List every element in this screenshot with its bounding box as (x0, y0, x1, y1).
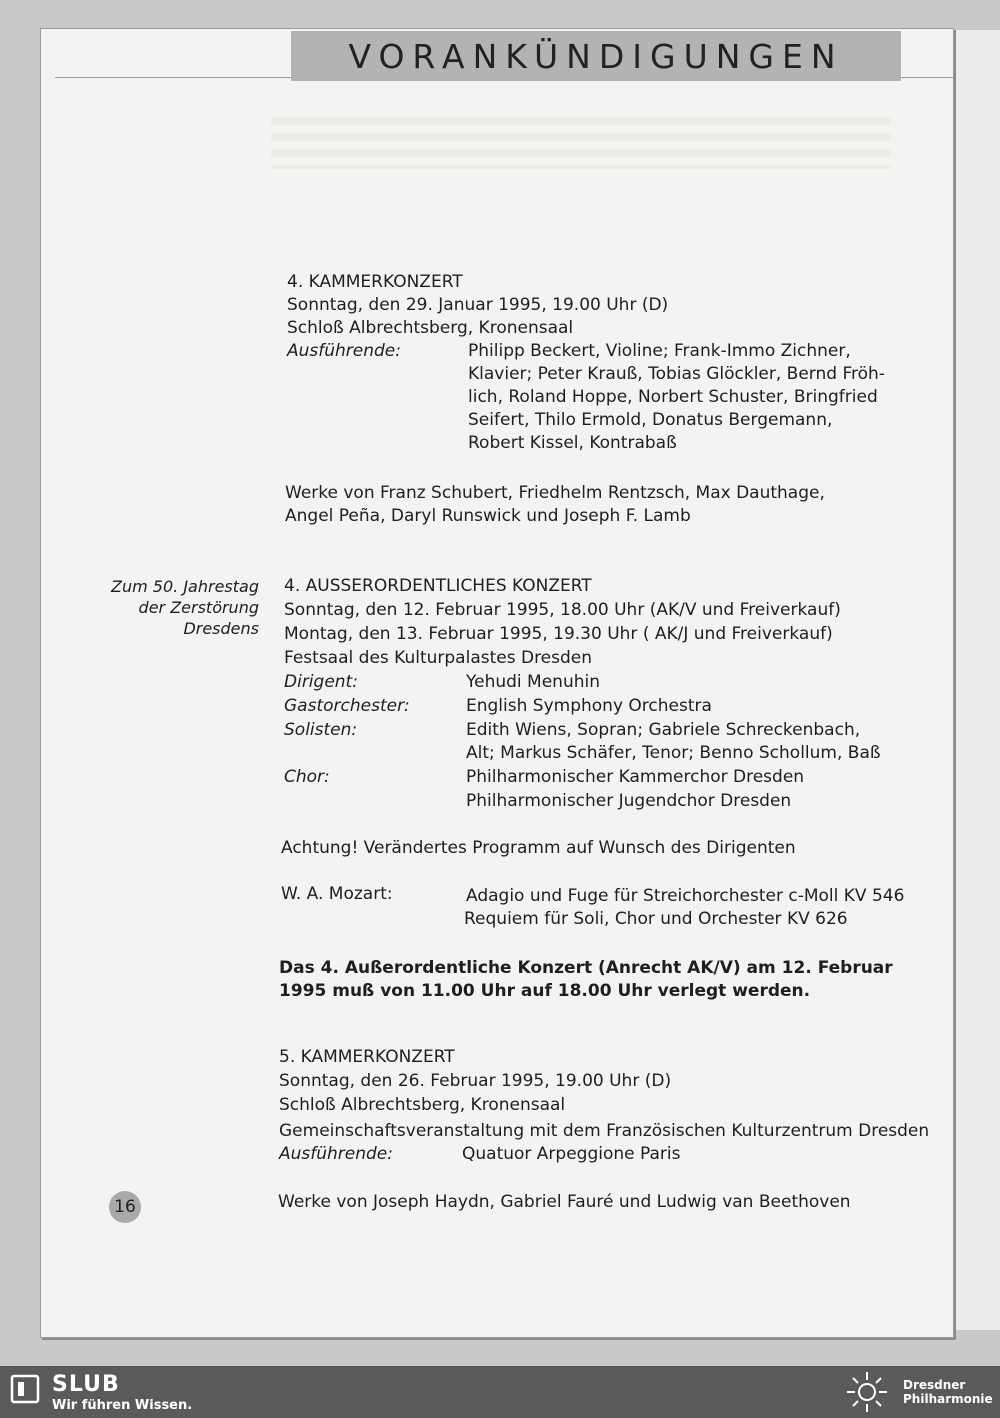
ak4-soloists-label: Solisten: (284, 720, 358, 740)
k4-works-line-2: Angel Peña, Daryl Runswick und Joseph F. Lamb (285, 506, 691, 526)
k4-venue: Schloß Albrechtsberg, Kronensaal (287, 318, 574, 338)
k4-performers-line-4: Seifert, Thilo Ermold, Donatus Bergemann, (468, 410, 833, 430)
slub-name: SLUB (52, 1372, 120, 1397)
k5-date: Sonntag, den 26. Februar 1995, 19.00 Uhr (D) (279, 1071, 672, 1091)
slub-logo-icon (10, 1374, 40, 1404)
k5-performers-label: Ausführende: (279, 1144, 393, 1164)
ak4-choir-line-1: Philharmonischer Kammerchor Dresden (466, 767, 805, 787)
partner-name-line: Dresdner (903, 1378, 966, 1392)
page-title: VORANKÜNDIGUNGEN (291, 31, 901, 81)
k5-cooperation: Gemeinschaftsveranstaltung mit dem Französischen Kulturzentrum Dresden (279, 1121, 930, 1141)
ak4-works-line-2: Requiem für Soli, Chor und Orchester KV 626 (464, 909, 848, 929)
k4-performers-line-1: Philipp Beckert, Violine; Frank-Immo Zichner, (468, 341, 851, 361)
k4-performers-line-3: lich, Roland Hoppe, Norbert Schuster, Bringfried (468, 387, 878, 407)
k4-performers-line-2: Klavier; Peter Krauß, Tobias Glöckler, Bernd Fröh- (468, 364, 885, 384)
side-note-line: Dresdens (183, 619, 259, 638)
document-page (40, 28, 954, 1338)
ak4-soloists-line-2: Alt; Markus Schäfer, Tenor; Benno Schollum, Baß (466, 743, 881, 763)
ak4-orchestra-label: Gastorchester: (284, 696, 410, 716)
ak4-choir-line-2: Philharmonischer Jugendchor Dresden (466, 791, 792, 811)
ak4-bold-notice (279, 957, 893, 1003)
page-number: 16 (109, 1191, 141, 1223)
ak4-soloists-line-1: Edith Wiens, Sopran; Gabriele Schreckenbach, (466, 720, 861, 740)
partner-name (903, 1378, 993, 1406)
ak4-date-1: Sonntag, den 12. Februar 1995, 18.00 Uhr (AK/V und Freiverkauf) (284, 600, 841, 620)
k5-performers: Quatuor Arpeggione Paris (462, 1144, 681, 1164)
ak4-date-2: Montag, den 13. Februar 1995, 19.30 Uhr ( AK/J und Freiverkauf) (284, 624, 833, 644)
partner-name-line: Philharmonie (903, 1392, 993, 1406)
k5-title: 5. KAMMERKONZERT (279, 1047, 455, 1067)
bold-notice-line: 1995 muß von 11.00 Uhr auf 18.00 Uhr verlegt werden. (279, 981, 811, 1001)
ak4-works-line-1: Adagio und Fuge für Streichorchester c-Moll KV 546 (466, 886, 905, 906)
slub-tagline: Wir führen Wissen. (52, 1398, 193, 1413)
next-page-edge (955, 30, 1000, 1330)
k4-works-line-1: Werke von Franz Schubert, Friedhelm Rentzsch, Max Dauthage, (285, 483, 825, 503)
ak4-composer: W. A. Mozart: (281, 884, 393, 904)
ak4-notice: Achtung! Verändertes Programm auf Wunsch des Dirigenten (281, 838, 796, 858)
ak4-conductor-label: Dirigent: (284, 672, 358, 692)
ak4-side-note (111, 576, 259, 639)
ak4-choir-label: Chor: (284, 767, 330, 787)
ak4-conductor: Yehudi Menuhin (466, 672, 600, 692)
k5-venue: Schloß Albrechtsberg, Kronensaal (279, 1095, 566, 1115)
bold-notice-line: Das 4. Außerordentliche Konzert (Anrecht AK/V) am 12. Februar (279, 958, 893, 978)
ak4-title: 4. AUSSERORDENTLICHES KONZERT (284, 576, 592, 596)
k5-works: Werke von Joseph Haydn, Gabriel Fauré und Ludwig van Beethoven (278, 1192, 851, 1212)
side-note-line: der Zerstörung (138, 598, 259, 617)
philharmonie-logo-icon (842, 1369, 892, 1415)
k4-performers-line-5: Robert Kissel, Kontrabaß (468, 433, 677, 453)
footer-bar (0, 1366, 1000, 1418)
side-note-line: Zum 50. Jahrestag (111, 577, 259, 596)
ak4-venue: Festsaal des Kulturpalastes Dresden (284, 648, 593, 668)
k4-performers-label: Ausführende: (287, 341, 401, 361)
ak4-orchestra: English Symphony Orchestra (466, 696, 712, 716)
k4-title: 4. KAMMERKONZERT (287, 272, 463, 292)
show-through-ghost (271, 109, 891, 169)
k4-date: Sonntag, den 29. Januar 1995, 19.00 Uhr (D) (287, 295, 669, 315)
